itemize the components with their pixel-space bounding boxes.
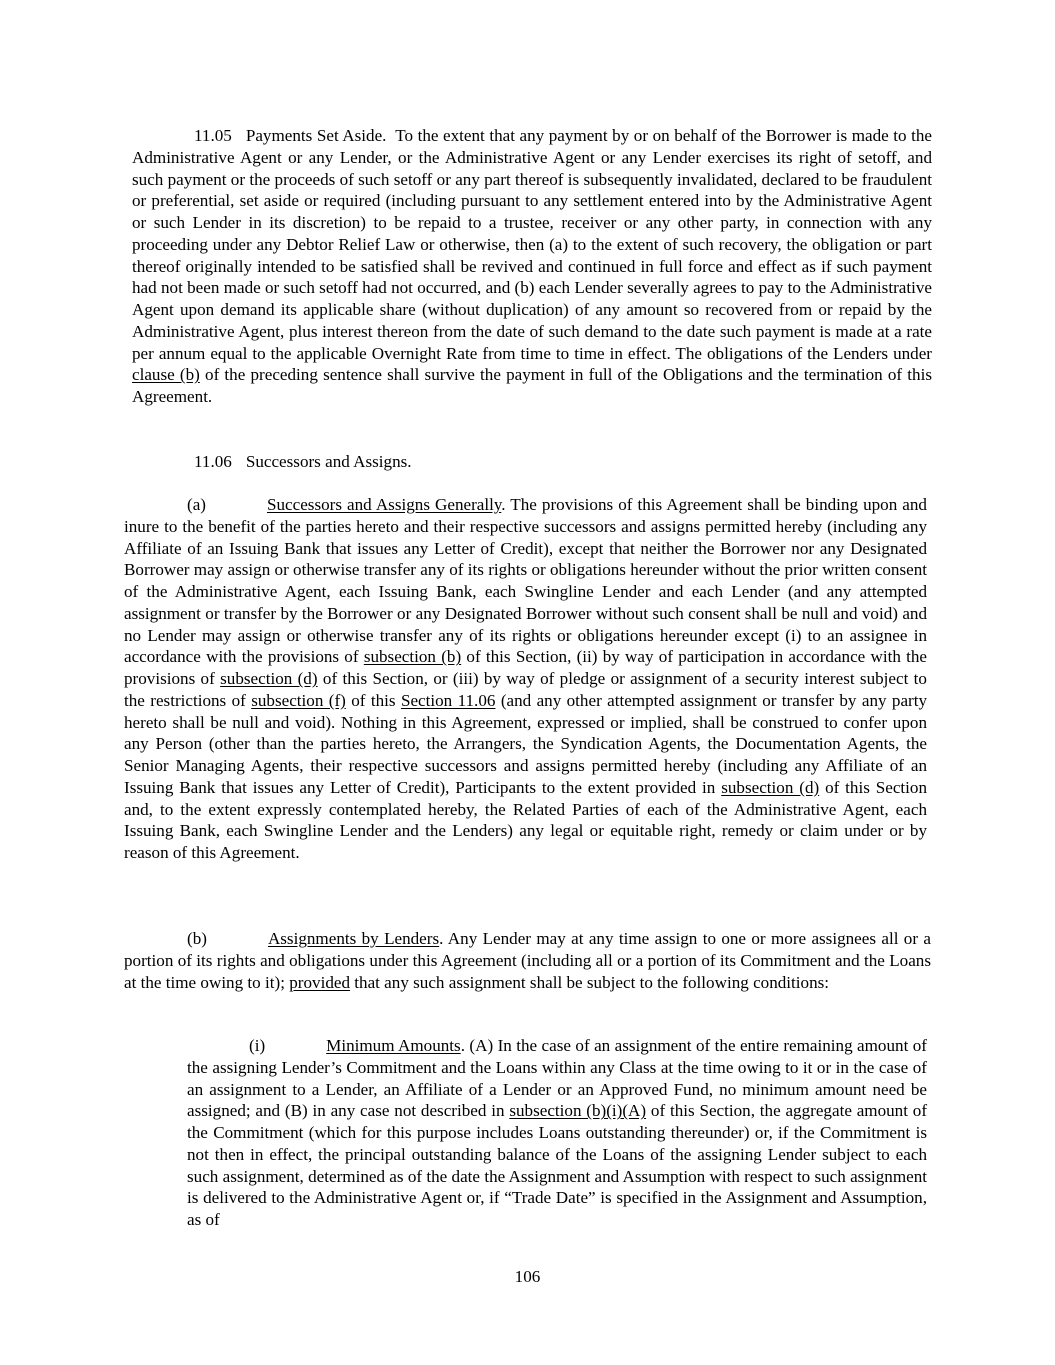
paragraph-text: of this Section, (ii) by way of participation in accordance with the provisions of [124,647,928,688]
section-number: 11.06 [194,452,232,471]
paragraph-text: of this Section and, to the extent expressly contemplated hereby, the Related Parties of each of the Administrative Agent, each Issuing Bank, each Swingline Lender and the Lenders) any legal or equitable right, remedy or claim under or by reason of this Agreement. [124,777,928,862]
paragraph-text: (and any other attempted assignment or transfer by any party hereto shall be null and void). Nothing in this Agreement, expressed or implied, shall be construed to confer upon any Person (other than the parties hereto, the Arrangers, the Syndication Agents, the Documentation Agents, the Senior Managing Agents, their respective successors and assigns permitted hereby (including any Affiliate of an Issuing Bank that issues any Letter of Credit), Participants to the extent provided in [124,690,928,797]
paragraph-heading: Successors and Assigns Generally [266,495,502,514]
section-11-05-paragraph [132,125,932,408]
cross-reference: Section 11.06 [400,690,496,710]
section-title: Successors and Assigns. [245,452,412,471]
section-11-06-heading [194,451,594,473]
section-number: 11.05 [194,126,232,145]
paragraph-text: To the extent that any payment by or on behalf of the Borrower is made to the Administrative Agent or any Lender, or the Administrative Agent or any Lender exercises its right of setoff, and such payment or the proceeds of such setoff or any part thereof is subsequently invalidated, declared to be fraudulent or preferential, set aside or required (including pursuant to any settlement entered into by the Administrative Agent or such Lender in its discretion) to be repaid to a trustee, receiver or any other party, in connection with any proceeding under any Debtor Relief Law or otherwise, then (a) to the extent of such recovery, the obligation or part thereof originally intended to be satisfied shall be revived and continued in full force and effect as if such payment had not been made or such setoff had not occurred, and (b) each Lender severally agrees to pay to the Administrative Agent upon demand its applicable share (without duplication) of any amount so recovered from or repaid by the Administrative Agent, plus interest thereon from the date of such demand to the date such payment is made at a rate per annum equal to the applicable Overnight Rate from time to time in effect. The obligations of the Lenders under [132,126,932,363]
section-title: Payments Set Aside. [245,126,387,145]
paragraph-text: . The provisions of this Agreement shall be binding upon and inure to the benefit of the parties hereto and their respective successors and assigns permitted hereby (including any Affiliate of an Issuing Bank that issues any Letter of Credit), except that neither the Borrower nor any Designated Borrower may assign or otherwise transfer any of its rights or obligations hereunder without the prior written consent of the Administrative Agent, each Issuing Bank, each Swingline Lender and each Lender (and any attempted assignment or transfer by the Borrower or any Designated Borrower without such consent shall be null and void) and no Lender may assign or otherwise transfer any of its rights or obligations hereunder except (i) to an assignee in accordance with the provisions of [124,495,927,667]
cross-reference: subsection (b) [363,647,462,667]
page-number: 106 [514,1267,541,1286]
paragraph-text: of this Section, the aggregate amount of the Commitment (which for this purpose includes Loans outstanding thereunder) or, if the Commitment is not then in effect, the principal outstanding balance of the Loans of the assigning Lender subject to each such assignment, determined as of the date the Assignment and Assumption with respect to such assignment is delivered to the Administrative Agent or, if “Trade Date” is specified in the Assignment and Assumption, as of [187,1101,928,1229]
paragraph-b-i [187,1035,927,1231]
paragraph-text: of this Section, or (iii) by way of pledge or assignment of a security interest subject to the restrictions of [124,669,927,710]
paragraph-b [124,928,931,993]
paragraph-label: (b) [187,929,207,948]
paragraph-text: of this [351,690,396,710]
paragraph-text: . Any Lender may at any time assign to one or more assignees all or a portion of its rights and obligations under this Agreement (including all or a portion of its Commitment and the Loans at the time owing to it); [124,929,931,992]
paragraph-heading: Assignments by Lenders [267,929,440,948]
paragraph-label: (a) [187,495,206,514]
cross-reference: clause (b) [132,365,200,385]
paragraph-text: of the preceding sentence shall survive the payment in full of the Obligations and the termination of this Agreement. [132,365,932,406]
cross-reference: subsection (f) [251,690,346,710]
paragraph-text: that any such assignment shall be subject to the following conditions: [354,972,830,992]
paragraph-text: . (A) In the case of an assignment of the entire remaining amount of the assigning Lender’s Commitment and the Loans within any Class at the time owing to it or in the case of an assignment to a Lender, an Affiliate of a Lender or an Approved Fund, no minimum amount need be assigned; and (B) in any case not described in [187,1036,927,1121]
paragraph-label: (i) [249,1036,266,1055]
proviso-term: provided [289,972,350,992]
paragraph-a [124,494,927,864]
cross-reference: subsection (d) [220,669,318,688]
cross-reference: subsection (d) [721,777,820,797]
paragraph-heading: Minimum Amounts [326,1036,461,1055]
cross-reference: subsection (b)(i)(A) [509,1101,647,1121]
